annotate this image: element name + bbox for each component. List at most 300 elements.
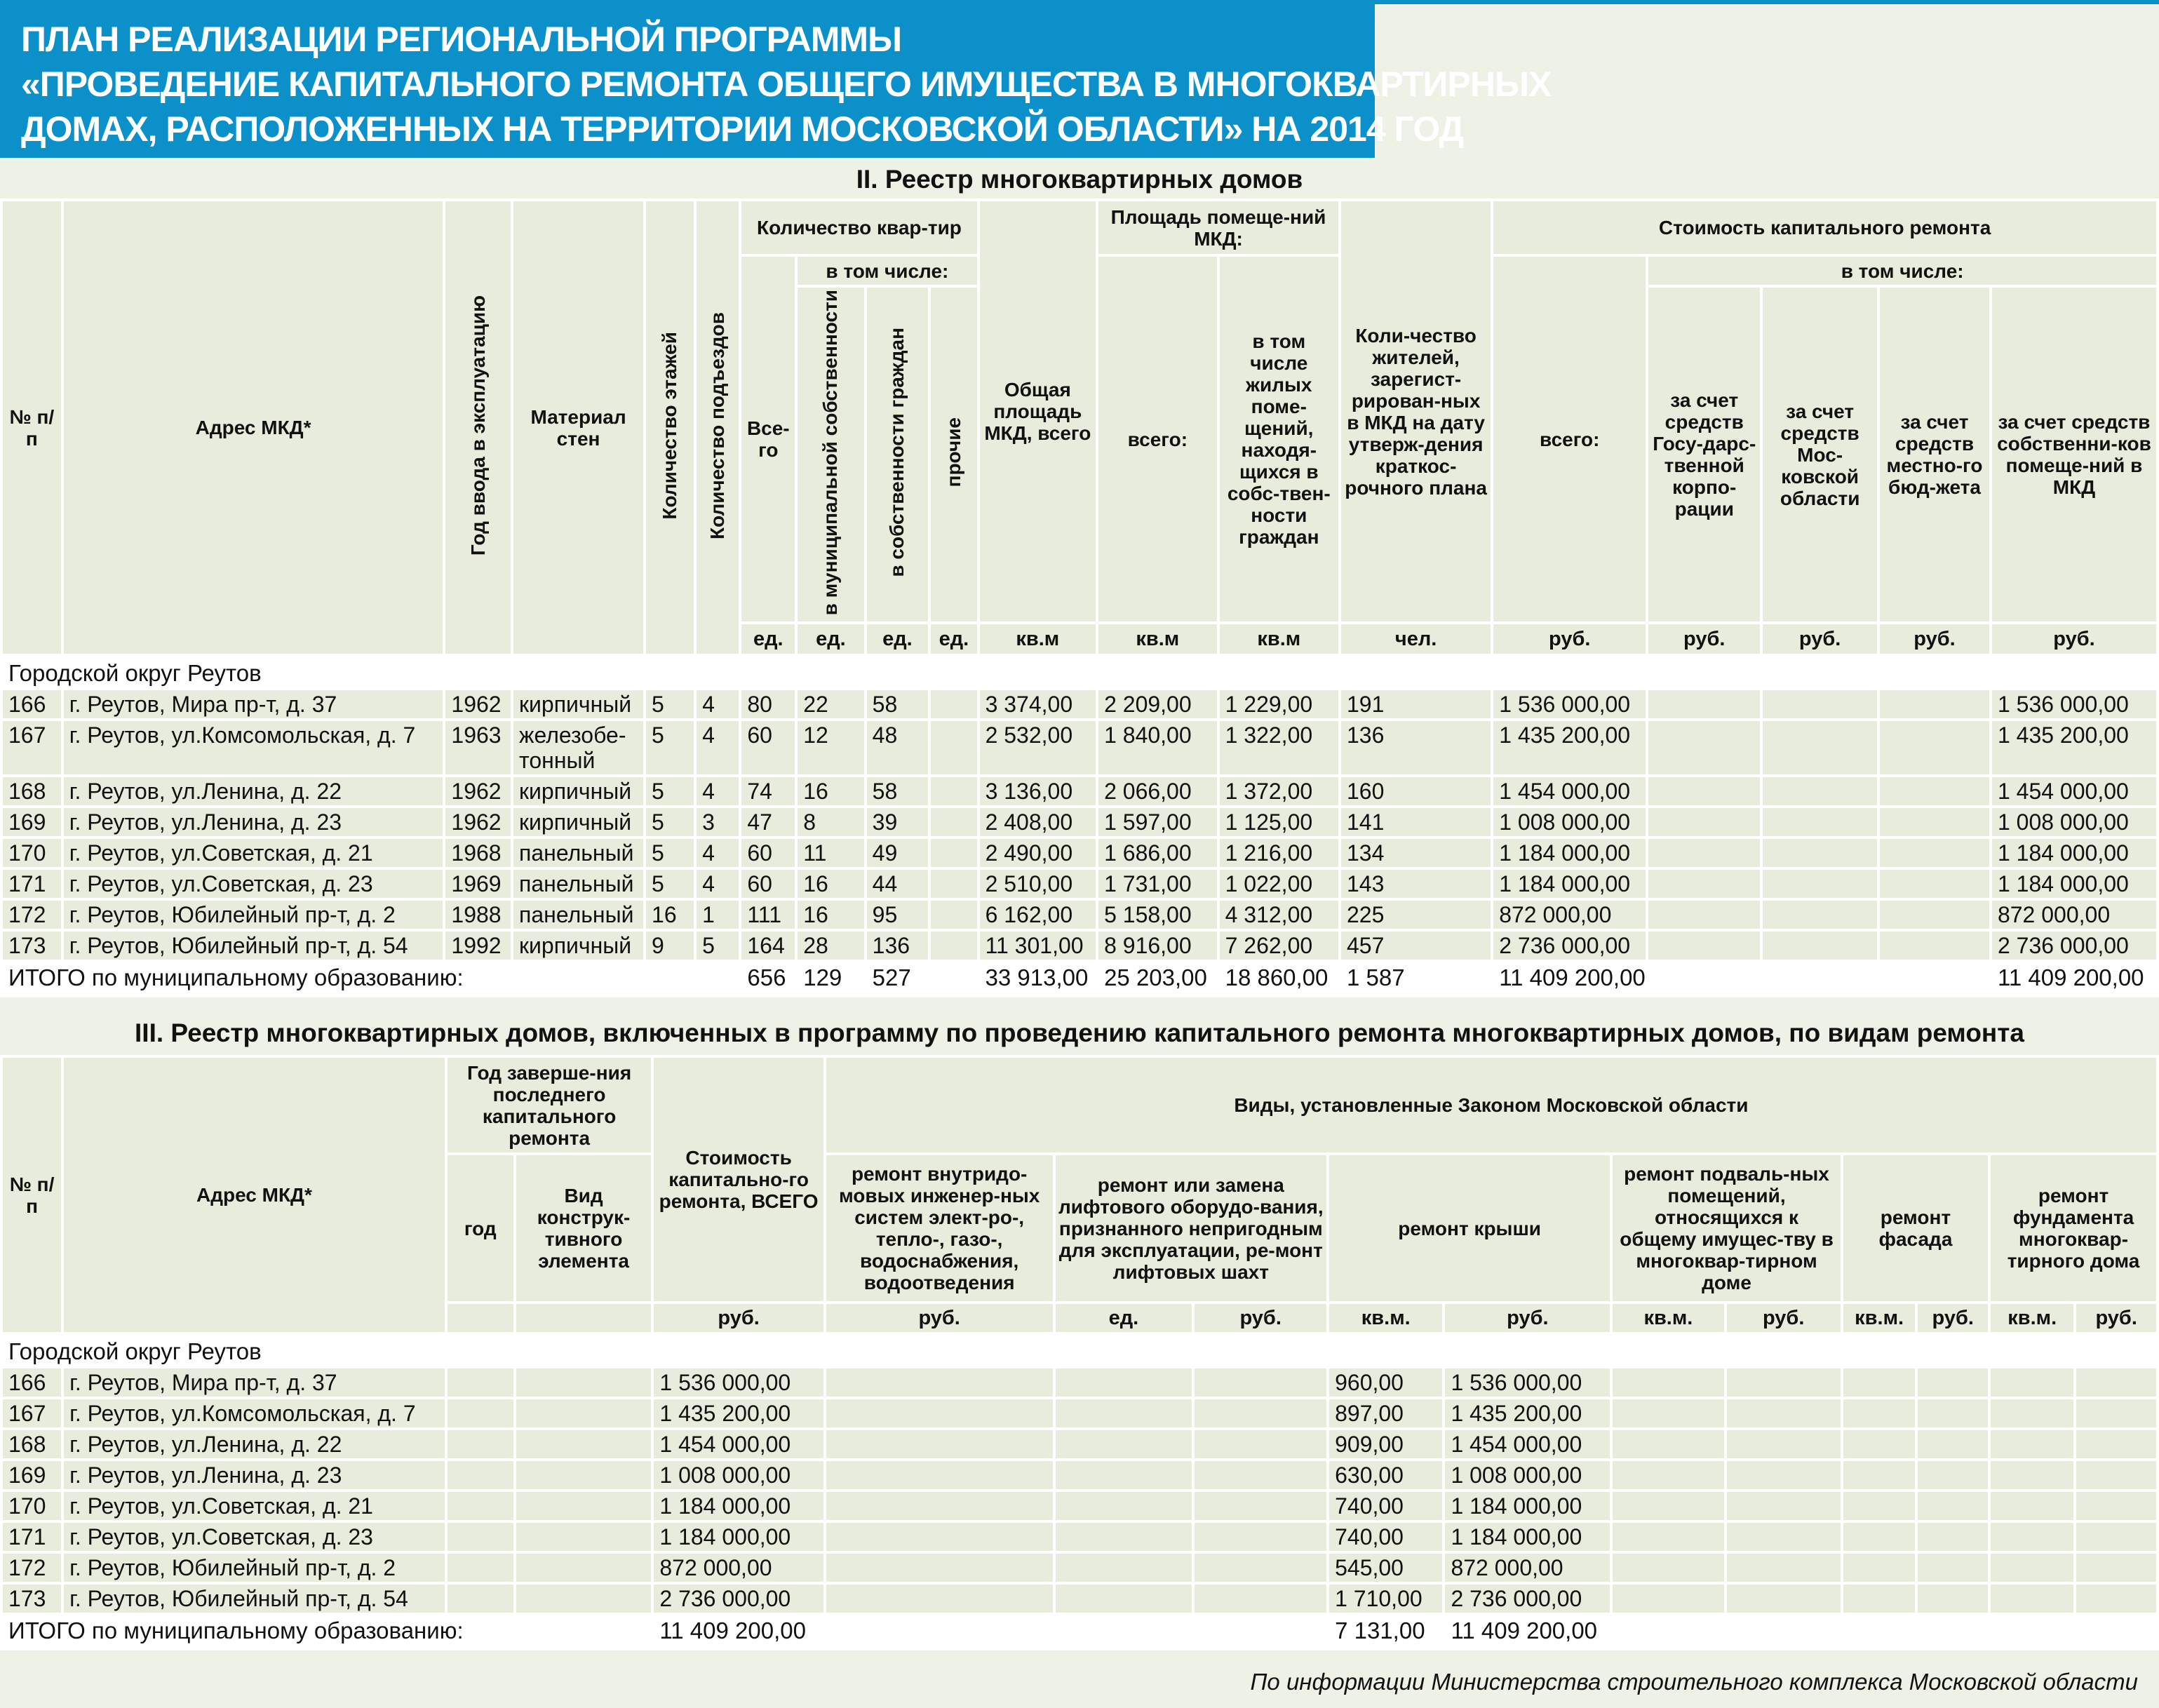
cell-cost: 2 736 000,00 [654,1585,823,1613]
unit-kvm: кв.м [1220,624,1338,654]
cell-base-area [1613,1585,1723,1613]
cell-c-loc [1880,808,1989,836]
group-header-last-repair-year: Год заверше-ния последнего капитального ремонта [448,1058,652,1152]
cell-q-cit: 58 [867,690,929,718]
cell-roof-area: 1 710,00 [1329,1585,1442,1613]
cell-c-gk [1648,870,1760,898]
cell-year: 1963 [445,721,511,774]
cell-year: 1962 [445,777,511,805]
cell-q-total: 656 [747,964,786,991]
cell-lift-rub [1195,1523,1326,1551]
cell-c-gk [1648,901,1760,929]
col-header-address: Адрес МКД* [64,1058,445,1332]
table-3-group [3,1335,2156,1366]
cell-q-cit: 48 [867,721,929,774]
cell-address: г. Реутов, Мира пр-т, д. 37 [64,1369,445,1397]
col-header-engineering-systems: ремонт внутридо-мовых инженер-ных систем элект-ро-, тепло-, газо-, водоснабжения, водоотведения [826,1155,1053,1301]
cell-a-total: 2 532,00 [980,721,1096,774]
cell-cost: 1 008 000,00 [654,1461,823,1489]
cell-year [448,1430,513,1458]
table-row [3,777,2156,805]
cell-c-total: 872 000,00 [1493,901,1646,929]
title-banner [0,0,1552,158]
cell-q-other [931,932,976,960]
cell-num: 172 [3,901,61,929]
cell-cost: 872 000,00 [654,1554,823,1582]
cell-num: 173 [3,932,61,960]
cell-c-mo [1763,690,1877,718]
cell-roof-area: 7 131,00 [1335,1618,1425,1644]
cell-roof-cost: 1 435 200,00 [1445,1399,1610,1427]
cell-p-cit: 1 216,00 [1220,839,1338,867]
cell-num: 173 [3,1585,61,1613]
cell-a-total: 33 913,00 [985,964,1089,991]
cell-res: 141 [1341,808,1491,836]
unit-rub: руб. [1727,1304,1841,1332]
cell-lift-ed [1056,1369,1192,1397]
cell-elem [516,1585,652,1613]
cell-base-cost [1727,1369,1841,1397]
unit-kvm: кв.м [980,624,1096,654]
cell-p-total: 1 731,00 [1098,870,1217,898]
col-header-entrances [697,201,739,654]
cell-lift-rub [1195,1615,1326,1648]
totals-label: ИТОГО по муниципальному образованию: [8,964,464,991]
cell-cost: 1 184 000,00 [654,1492,823,1520]
unit-kvm: кв.м. [1991,1304,2073,1332]
cell-address: г. Реутов, ул.Ленина, д. 22 [64,1430,445,1458]
cell-num: 169 [3,808,61,836]
cell-roof-cost: 1 184 000,00 [1445,1523,1610,1551]
unit-rub: руб. [1918,1304,1988,1332]
cell-c-gk [1648,690,1760,718]
unit-ed: ед. [798,624,863,654]
col-header-residents: Коли-чество жителей, зарегист-рирован-ных в МКД на дату утверж-дения краткос-рочного плана [1341,201,1491,621]
cell-fund-cost [2076,1430,2156,1458]
cell-year: 1962 [445,690,511,718]
cell-entr: 4 [697,690,739,718]
cell-year: 1969 [445,870,511,898]
cell-p-total: 1 840,00 [1098,721,1217,774]
cell-q-other [931,901,976,929]
cell-roof-area: 960,00 [1329,1369,1442,1397]
cell-fas-area [1843,1399,1916,1427]
cell-q-total: 60 [741,870,795,898]
cell-p-total: 25 203,00 [1104,964,1207,991]
table-row [3,1523,2156,1551]
cell-c-loc [1880,839,1989,867]
cell-q-other [931,870,976,898]
cell-base-area [1613,1461,1723,1489]
cell-roof-cost: 2 736 000,00 [1445,1585,1610,1613]
unit-rub: руб. [1195,1304,1326,1332]
cell-address: г. Реутов, ул.Советская, д. 23 [64,870,443,898]
cell-c-mo [1763,962,1877,995]
cell-fund-cost [2076,1399,2156,1427]
table-row [3,839,2156,867]
col-header-wall-material: Материал стен [513,201,643,654]
cell-fas-cost [1918,1369,1988,1397]
cell-a-total: 2 490,00 [980,839,1096,867]
cell-c-loc [1880,901,1989,929]
cell-eng [826,1615,1053,1648]
cell-fund-cost [2076,1585,2156,1613]
cell-q-cit: 136 [867,932,929,960]
unit-ed: ед. [1056,1304,1192,1332]
cell-year: 1988 [445,901,511,929]
cell-a-total: 3 374,00 [980,690,1096,718]
cell-res: 191 [1341,690,1491,718]
banner-line-3: ДОМАХ, РАСПОЛОЖЕННЫХ НА ТЕРРИТОРИИ МОСКОВСКОЙ ОБЛАСТИ» НА 2014 ГОД [21,109,1464,149]
cell-q-mun: 16 [798,870,863,898]
cell-address: г. Реутов, ул.Ленина, д. 23 [64,808,443,836]
source-credit: По информации Министерства строительного комплекса Московской области [1250,1669,2138,1695]
subgroup-header-cost-incl: в том числе: [1648,257,2156,285]
cell-q-mun: 12 [798,721,863,774]
cell-fund-area [1991,1369,2073,1397]
cell-lift-ed [1056,1492,1192,1520]
cell-num: 172 [3,1554,61,1582]
cell-material: кирпичный [513,808,643,836]
cell-base-cost [1727,1492,1841,1520]
cell-q-total: 60 [741,839,795,867]
cell-cost: 1 536 000,00 [654,1369,823,1397]
totals-row [3,962,2156,995]
cell-res: 136 [1341,721,1491,774]
cell-c-total: 1 184 000,00 [1493,870,1646,898]
cell-roof-area: 909,00 [1329,1430,1442,1458]
cell-res: 457 [1341,932,1491,960]
cell-base-cost [1727,1461,1841,1489]
cell-fas-cost [1918,1461,1988,1489]
cell-fund-area [1991,1554,2073,1582]
cell-c-gk [1648,808,1760,836]
cell-roof-area: 740,00 [1329,1523,1442,1551]
cell-year [448,1554,513,1582]
cell-res: 1 587 [1347,964,1405,991]
col-header-roof-repair: ремонт крыши [1329,1155,1610,1301]
cell-lift-rub [1195,1399,1326,1427]
cell-lift-ed [1056,1461,1192,1489]
cell-fas-cost [1918,1399,1988,1427]
cell-num: 167 [3,1399,61,1427]
cell-fund-area [1991,1399,2073,1427]
table-row [3,1585,2156,1613]
col-header-address: Адрес МКД* [64,201,443,654]
cell-fas-area [1843,1523,1916,1551]
unit-ed: ед. [931,624,976,654]
cell-lift-ed [1056,1585,1192,1613]
cell-address: г. Реутов, ул.Советская, д. 21 [64,1492,445,1520]
cell-p-total: 2 066,00 [1098,777,1217,805]
cell-num: 171 [3,1523,61,1551]
col-header-basement-repair: ремонт подваль-ных помещений, относящихся к общему имущес-тву в многоквар-тирном доме [1613,1155,1841,1301]
cell-eng [826,1523,1053,1551]
cell-q-mun: 129 [803,964,842,991]
col-header-repair-cost-total: Стоимость капитально-го ремонта, ВСЕГО [654,1058,823,1301]
col-header-owners-funds: за счет средств собственни-ков помеще-ний в МКД [1992,288,2156,621]
cell-q-other [931,690,976,718]
cell-c-loc [1880,777,1989,805]
cell-q-mun: 22 [798,690,863,718]
table-2-header [3,201,2156,654]
cell-num: 168 [3,777,61,805]
cell-fund-cost [2076,1492,2156,1520]
cell-c-own: 1 184 000,00 [1992,870,2156,898]
cell-fund-area [1991,1585,2073,1613]
cell-p-cit: 7 262,00 [1220,932,1338,960]
vertical-label: Год ввода в эксплуатацию [466,295,489,556]
table-row [3,901,2156,929]
cell-p-total: 1 686,00 [1098,839,1217,867]
cell-a-total: 11 301,00 [980,932,1096,960]
cell-address: г. Реутов, ул.Комсомольская, д. 7 [64,1399,445,1427]
col-header-municipal-ownership [798,288,863,621]
cell-c-total: 1 435 200,00 [1493,721,1646,774]
table-3-totals [3,1615,2156,1648]
cell-address: г. Реутов, ул.Советская, д. 23 [64,1523,445,1551]
cell-p-total: 8 916,00 [1098,932,1217,960]
cell-p-cit: 18 860,00 [1225,964,1329,991]
cell-floors: 5 [646,721,694,774]
registry-table-2 [0,199,2159,997]
cell-c-mo [1763,901,1877,929]
unit-rub: руб. [1992,624,2156,654]
vertical-label: Количество этажей [659,331,681,520]
cell-res: 143 [1341,870,1491,898]
cell-c-loc [1880,690,1989,718]
cell-fund-cost [2076,1615,2156,1648]
table-row [3,690,2156,718]
table-row [3,1430,2156,1458]
unit-blank [516,1304,652,1332]
cell-fas-cost [1918,1615,1988,1648]
cell-base-cost [1727,1615,1841,1648]
table-row [3,1554,2156,1582]
col-header-lift-repair: ремонт или замена лифтового оборудо-вания, признанного непригодным для эксплуатации, ре-монт лифтовых шахт [1056,1155,1327,1301]
cell-c-own: 2 736 000,00 [1992,932,2156,960]
cell-q-cit: 58 [867,777,929,805]
cell-address: г. Реутов, Юбилейный пр-т, д. 54 [64,932,443,960]
cell-entr: 4 [697,777,739,805]
cell-eng [826,1430,1053,1458]
col-header-other-ownership [931,288,976,621]
cell-res: 134 [1341,839,1491,867]
cell-q-total: 164 [741,932,795,960]
cell-address: г. Реутов, ул.Ленина, д. 22 [64,777,443,805]
cell-year [448,1399,513,1427]
cell-lift-rub [1195,1461,1326,1489]
cell-entr: 3 [697,808,739,836]
cell-c-own: 1 008 000,00 [1992,808,2156,836]
cell-fas-area [1843,1461,1916,1489]
cell-q-mun: 8 [798,808,863,836]
cell-eng [826,1399,1053,1427]
cell-c-total: 11 409 200,00 [1499,964,1646,991]
cell-base-cost [1727,1523,1841,1551]
cell-c-gk [1648,932,1760,960]
cell-c-loc [1880,870,1989,898]
cell-base-area [1613,1554,1723,1582]
cell-p-total: 5 158,00 [1098,901,1217,929]
cell-fund-area [1991,1430,2073,1458]
cell-floors: 5 [646,808,694,836]
district-group-label: Городской округ Реутов [8,660,262,687]
cell-q-other [931,721,976,774]
cell-fas-area [1843,1585,1916,1613]
cell-c-total: 1 184 000,00 [1493,839,1646,867]
cell-a-total: 2 510,00 [980,870,1096,898]
col-header-year: год [448,1155,513,1301]
table-3-body [3,1369,2156,1613]
unit-kvm: кв.м. [1843,1304,1916,1332]
cell-q-total: 74 [741,777,795,805]
cell-fas-area [1843,1492,1916,1520]
table-2-totals [3,962,2156,995]
cell-c-total: 1 454 000,00 [1493,777,1646,805]
cell-num: 169 [3,1461,61,1489]
col-header-premises-total: всего: [1098,257,1217,621]
cell-elem [516,1461,652,1489]
cell-roof-cost: 11 409 200,00 [1451,1618,1598,1644]
table-row [3,1399,2156,1427]
group-header-apartments: Количество квар-тир [741,201,976,254]
cell-p-cit: 1 022,00 [1220,870,1338,898]
cell-base-area [1613,1399,1723,1427]
cell-eng [826,1554,1053,1582]
cell-fas-cost [1918,1430,1988,1458]
unit-kvm: кв.м [1098,624,1217,654]
cell-elem [516,1554,652,1582]
cell-year [448,1523,513,1551]
cell-c-loc [1880,932,1989,960]
col-header-total-area: Общая площадь МКД, всего [980,201,1096,621]
cell-fund-cost [2076,1461,2156,1489]
cell-p-cit: 1 229,00 [1220,690,1338,718]
cell-entr: 4 [697,721,739,774]
cell-roof-cost: 1 454 000,00 [1445,1430,1610,1458]
cell-q-other [931,777,976,805]
cell-c-loc [1880,721,1989,774]
unit-blank [448,1304,513,1332]
cell-q-other [931,839,976,867]
registry-table-3 [0,1055,2159,1650]
cell-address: г. Реутов, ул.Советская, д. 21 [64,839,443,867]
cell-lift-ed [1056,1399,1192,1427]
cell-fas-area [1843,1369,1916,1397]
cell-num: 171 [3,870,61,898]
table-row [3,1492,2156,1520]
cell-roof-cost: 1 008 000,00 [1445,1461,1610,1489]
banner-line-1: ПЛАН РЕАЛИЗАЦИИ РЕГИОНАЛЬНОЙ ПРОГРАММЫ [21,20,902,59]
unit-rub: руб. [1880,624,1989,654]
cell-fas-cost [1918,1585,1988,1613]
cell-material: кирпичный [513,690,643,718]
cell-fas-area [1843,1430,1916,1458]
cell-a-total: 3 136,00 [980,777,1096,805]
cell-res: 225 [1341,901,1491,929]
cell-base-area [1613,1615,1723,1648]
cell-fund-cost [2076,1554,2156,1582]
cell-base-cost [1727,1399,1841,1427]
cell-eng [826,1492,1053,1520]
table-3-header [3,1058,2156,1332]
unit-ed: ед. [867,624,929,654]
unit-rub: руб. [654,1304,823,1332]
cell-eng [826,1461,1053,1489]
cell-c-own: 1 536 000,00 [1992,690,2156,718]
cell-cost: 1 184 000,00 [654,1523,823,1551]
col-header-cost-total: всего: [1493,257,1646,621]
col-header-foundation-repair: ремонт фундамента многоквар-тирного дома [1991,1155,2156,1301]
cell-elem [516,1430,652,1458]
cell-lift-rub [1195,1585,1326,1613]
cell-year: 1992 [445,932,511,960]
cell-base-area [1613,1369,1723,1397]
cell-lift-ed [1056,1430,1192,1458]
cell-c-own: 1 454 000,00 [1992,777,2156,805]
unit-rub: руб. [1445,1304,1610,1332]
cell-eng [826,1369,1053,1397]
cell-cost: 1 435 200,00 [654,1399,823,1427]
cell-roof-area: 630,00 [1329,1461,1442,1489]
unit-kvm: кв.м. [1329,1304,1442,1332]
cell-year: 1968 [445,839,511,867]
table-row [3,721,2156,774]
cell-q-mun: 28 [798,932,863,960]
cell-c-total: 1 008 000,00 [1493,808,1646,836]
cell-material: панельный [513,870,643,898]
col-header-citizen-ownership [867,288,929,621]
cell-q-other [931,808,976,836]
col-header-structural-element: Вид конструк-тивного элемента [516,1155,652,1301]
cell-elem [516,1523,652,1551]
cell-year [448,1369,513,1397]
cell-a-total: 6 162,00 [980,901,1096,929]
cell-p-total: 2 209,00 [1098,690,1217,718]
district-group-label: Городской округ Реутов [8,1338,262,1365]
cell-roof-cost: 872 000,00 [1445,1554,1610,1582]
unit-rub: руб. [1763,624,1877,654]
col-header-num: № п/п [3,201,61,654]
cell-floors: 5 [646,839,694,867]
totals-label: ИТОГО по муниципальному образованию: [8,1618,464,1644]
subgroup-header-apts-incl: в том числе: [798,257,976,285]
cell-fund-area [1991,1492,2073,1520]
vertical-label: прочие [942,417,964,487]
cell-fund-area [1991,1523,2073,1551]
cell-address: г. Реутов, Мира пр-т, д. 37 [64,690,443,718]
vertical-label: Количество подъездов [706,311,729,539]
section-2-title: II. Реестр многоквартирных домов [856,165,1303,194]
cell-year [448,1492,513,1520]
cell-q-total: 60 [741,721,795,774]
cell-material: железобе-тонный [513,721,643,774]
cell-c-mo [1763,932,1877,960]
cell-entr: 1 [697,901,739,929]
group-header-repair-cost: Стоимость капитального ремонта [1493,201,2156,254]
banner-line-2: «ПРОВЕДЕНИЕ КАПИТАЛЬНОГО РЕМОНТА ОБЩЕГО ИМУЩЕСТВА В МНОГОКВАРТИРНЫХ [21,65,1552,104]
cell-c-mo [1763,721,1877,774]
cell-roof-area: 545,00 [1329,1554,1442,1582]
unit-ed: ед. [741,624,795,654]
cell-floors: 5 [646,870,694,898]
col-header-moscow-region-funds: за счет средств Мос-ковской области [1763,288,1877,621]
cell-q-cit: 44 [867,870,929,898]
col-header-apts-total: Все-го [741,257,795,621]
cell-c-mo [1763,808,1877,836]
cell-c-own: 11 409 200,00 [1997,964,2144,991]
